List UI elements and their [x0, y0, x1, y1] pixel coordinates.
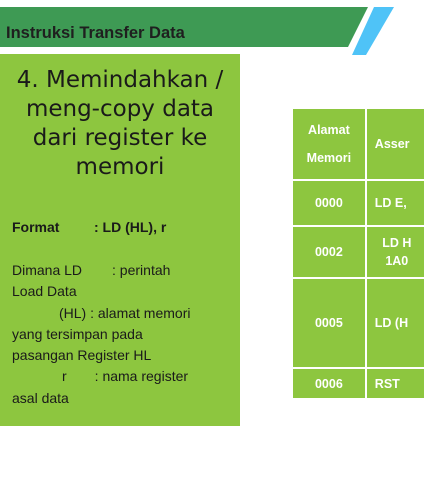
- table-header-row: [292, 108, 425, 180]
- description: [12, 260, 236, 409]
- header-text: Alamat Memori: [306, 123, 352, 165]
- content-panel: [0, 54, 240, 426]
- table-row: [292, 226, 425, 278]
- desc-term: Dimana LD: [12, 262, 83, 278]
- desc-line: yang tersimpan pada: [12, 325, 143, 342]
- assembly-cell: LD E,: [366, 180, 425, 226]
- desc-line: [12, 260, 236, 281]
- desc-def: : nama register: [94, 368, 189, 385]
- header-bar: [0, 7, 426, 55]
- assembly-text: LD H 1A0: [382, 236, 412, 268]
- address-cell: 0002: [292, 226, 366, 278]
- desc-def: : perintah: [112, 262, 171, 278]
- column-header-address: [292, 108, 366, 180]
- address-cell: 0005: [292, 278, 366, 368]
- desc-line: Load Data: [12, 283, 77, 300]
- format-line: [12, 219, 166, 235]
- address-cell: 0000: [292, 180, 366, 226]
- assembly-cell: LD (H: [366, 278, 425, 368]
- desc-line: [12, 366, 236, 387]
- address-cell: 0006: [292, 368, 366, 399]
- assembly-cell: RST: [366, 368, 425, 399]
- format-value: : LD (HL), r: [94, 219, 167, 235]
- desc-line: (HL) : alamat memori: [59, 304, 191, 321]
- column-header-assembly: Asser: [366, 108, 425, 180]
- desc-line: asal data: [12, 389, 69, 406]
- table-row: [292, 278, 425, 368]
- desc-term: r: [62, 368, 67, 385]
- table-row: [292, 368, 425, 399]
- desc-line: pasangan Register HL: [12, 347, 152, 364]
- format-label: Format: [12, 219, 60, 235]
- memory-table: [291, 107, 426, 400]
- assembly-cell: [366, 226, 425, 278]
- table-row: [292, 180, 425, 226]
- section-title: 4. Memindahkan / meng-copy data dari register ke memori: [16, 67, 224, 180]
- page-title: Instruksi Transfer Data: [6, 24, 185, 42]
